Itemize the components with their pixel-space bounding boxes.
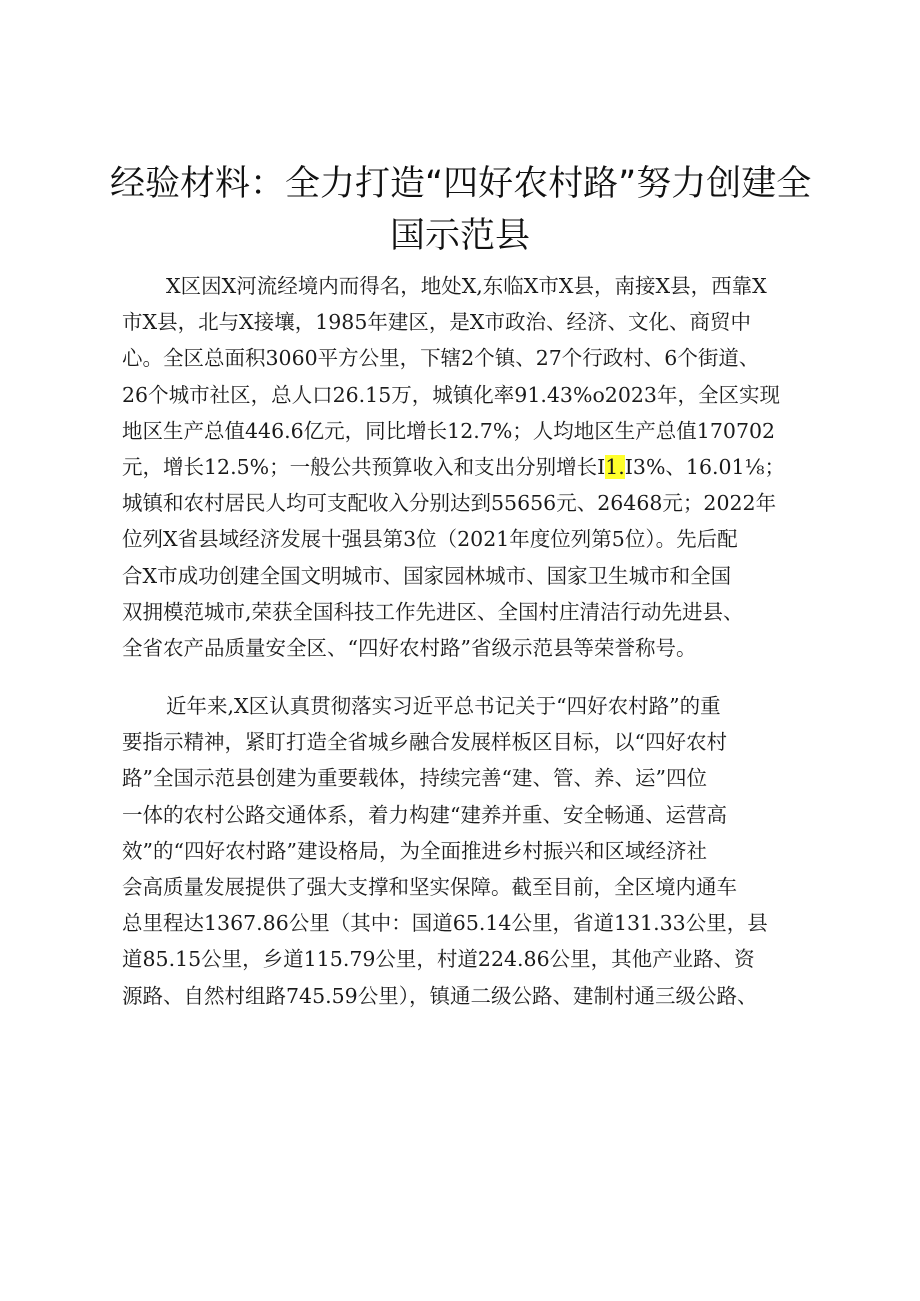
text-line: 路”全国示范县创建为重要载体，持续完善“建、管、养、运”四位 — [122, 766, 707, 791]
title-line-1: 经验材料：全力打造“四好农村路”努力创建全 — [110, 164, 812, 204]
text-line: 合X市成功创建全国文明城市、国家园林城市、国家卫生城市和全国 — [122, 563, 732, 588]
text-line: 全省农产品质量安全区、“四好农村路”省级示范县等荣誉称号。 — [122, 635, 697, 660]
document-title — [110, 158, 810, 262]
text-line: 会高质量发展提供了强大支撑和坚实保障。截至目前，全区境内通车 — [122, 875, 737, 899]
text-line: 26个城市社区，总人口26.15万，城镇化率91.43%o2023年，全区实现 — [122, 382, 780, 407]
text-line: 市X县，北与X接壤，1985年建区，是X市政治、经济、文化、商贸中 — [122, 310, 751, 335]
text-line: X区因X河流经境内而得名，地处X,东临X市X县，南接X县，西靠X — [166, 274, 767, 298]
text-line: 道85.15公里，乡道115.79公里，村道224.86公里，其他产业路、资 — [122, 947, 755, 972]
text-line: 近年来,X区认真贯彻落实习近平总书记关于“四好农村路”的重 — [166, 694, 721, 719]
text-line: 源路、自然村组路745.59公里），镇通二级公路、建制村通三级公路、 — [122, 983, 758, 1008]
title-line-2: 国示范县 — [389, 216, 530, 256]
highlighted-text: 1. — [605, 454, 625, 479]
text-segment: 元，增长12.5%；一般公共预算收入和支出分别增长I — [122, 454, 606, 479]
text-line: 一体的农村公路交通体系，着力构建“建养并重、安全畅通、运营高 — [122, 802, 727, 827]
text-line: 位列X省县域经济发展十强县第3位（2021年度位列第5位）。先后配 — [122, 527, 738, 552]
paragraph-2 — [122, 688, 812, 1014]
text-line: 要指示精神，紧盯打造全省城乡融合发展样板区目标，以“四好农村 — [122, 730, 727, 755]
paragraph-1 — [122, 268, 812, 666]
text-line: 心。全区总面积3060平方公里，下辖2个镇、27个行政村、6个街道、 — [122, 346, 760, 371]
text-line: 总里程达1367.86公里（其中：国道65.14公里，省道131.33公里，县 — [122, 911, 768, 936]
text-line: 城镇和农村居民人均可支配收入分别达到55656元、26468元；2022年 — [122, 491, 777, 516]
text-line: 双拥模范城市,荣获全国科技工作先进区、全国村庄清洁行动先进县、 — [122, 599, 744, 624]
text-line-with-highlight — [122, 449, 812, 485]
text-segment: I3%、16.01⅛； — [624, 454, 785, 479]
document-body — [122, 268, 812, 1036]
text-line: 效”的“四好农村路”建设格局，为全面推进乡村振兴和区域经济社 — [122, 838, 707, 863]
text-line: 地区生产总值446.6亿元，同比增长12.7%；人均地区生产总值170702 — [122, 418, 776, 443]
